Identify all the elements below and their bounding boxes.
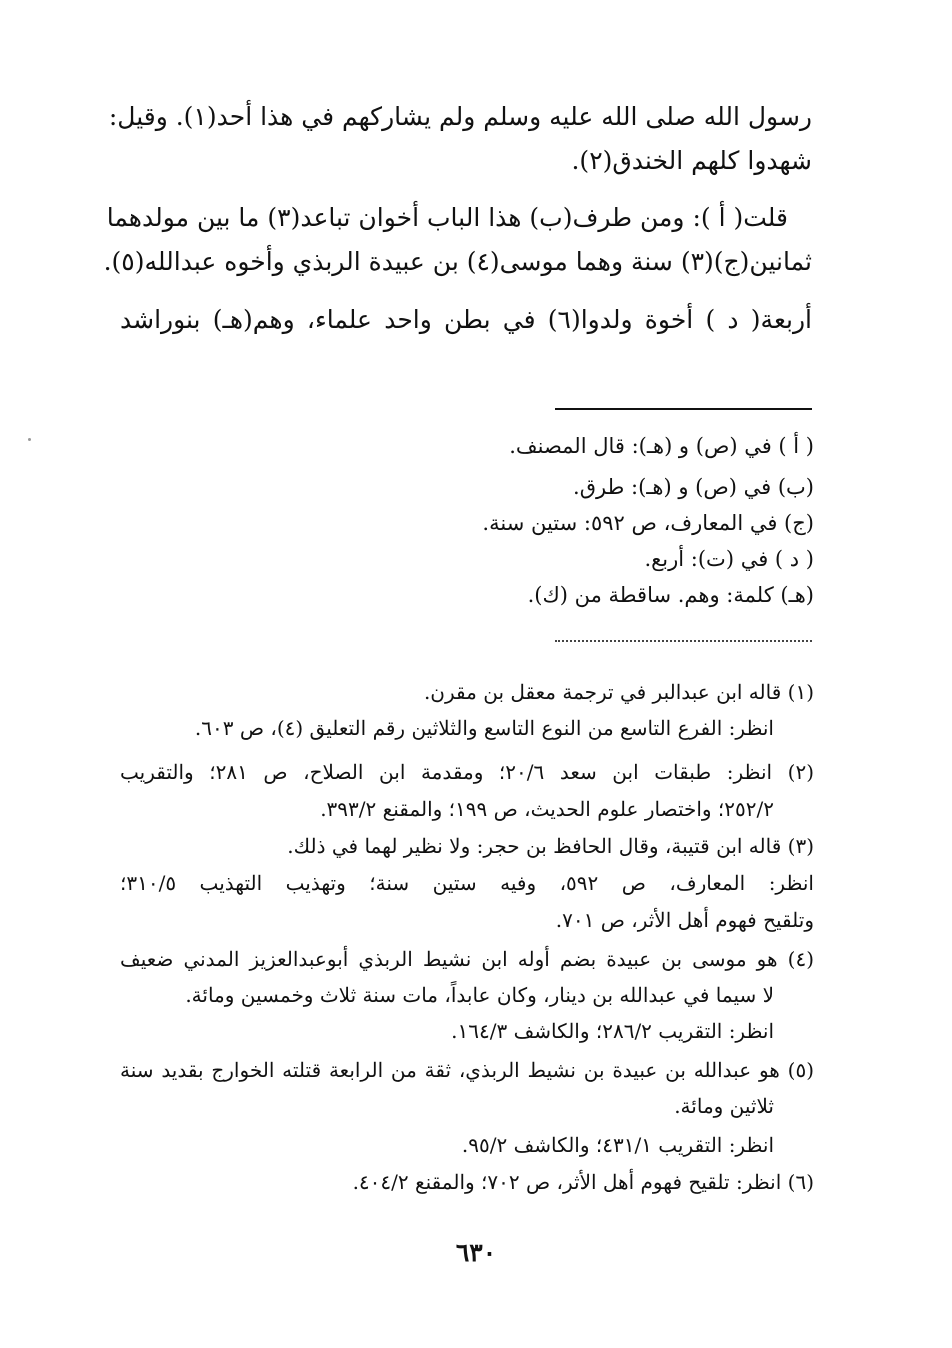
footnote-4-line-2: لا سيما في عبدالله بن دينار، وكان عابداً، مات سنة ثلاث وخمسين ومائة. — [185, 983, 774, 1007]
alpha-note-a: ( أ ) في (ص) و (هـ): قال المصنف. — [509, 434, 814, 458]
main-text-line-3: قلت( أ ): ومن طرف(ب) هذا الباب أخوان تباعد(٣) ما بين مولدهما — [106, 203, 788, 232]
footnote-separator — [555, 408, 812, 410]
alpha-note-j: (ج) في المعارف، ص ٥٩٢: ستين سنة. — [482, 511, 814, 535]
margin-speck — [28, 438, 31, 441]
footnote-1-line-2: انظر: الفرع التاسع من النوع التاسع والثلاثين رقم التعليق (٤)، ص ٦٠٣. — [194, 716, 774, 740]
footnote-3-line-2: انظر: المعارف، ص ٥٩٢، وفيه ستين سنة؛ وتهذيب التهذيب ٣١٠/٥؛ — [120, 871, 814, 895]
alpha-note-h: (هـ) كلمة: وهم. ساقطة من (ك). — [527, 583, 814, 607]
footnote-5-line-3: انظر: التقريب ٤٣١/١؛ والكاشف ٩٥/٢. — [461, 1133, 774, 1157]
footnote-4-line-3: انظر: التقريب ٢٨٦/٢؛ والكاشف ١٦٤/٣. — [451, 1019, 774, 1043]
footnote-5-line-2: ثلاثين ومائة. — [674, 1094, 774, 1118]
footnote-6-line-1: (٦) انظر: تلقيح فهوم أهل الأثر، ص ٧٠٢؛ والمقنع ٤٠٤/٢. — [352, 1170, 814, 1194]
alpha-note-b: (ب) في (ص) و (هـ): طرق. — [573, 475, 814, 499]
dotted-separator — [555, 640, 812, 642]
main-text-line-2: شهدوا كلهم الخندق(٢). — [571, 146, 812, 175]
footnote-3-line-1: (٣) قاله ابن قتيبة، وقال الحافظ بن حجر: ولا نظير لهما في ذلك. — [287, 834, 814, 858]
footnote-3-line-3: وتلقيح فهوم أهل الأثر، ص ٧٠١. — [555, 908, 814, 932]
main-text-line-1: رسول الله صلى الله عليه وسلم ولم يشاركهم في هذا أحد(١). وقيل: — [108, 102, 812, 131]
footnote-4-line-1: (٤) هو موسى بن عبيدة بضم أوله ابن نشيط الربذي أبوعبدالعزيز المدني ضعيف — [120, 947, 814, 971]
main-text-line-5: أربعة( د ) أخوة ولدوا(٦) في بطن واحد علماء، وهم(هـ) بنوراشد — [120, 305, 812, 334]
page-number: ٦٣٠ — [455, 1238, 497, 1267]
alpha-note-d: ( د ) في (ت): أربع. — [644, 547, 814, 571]
footnote-1-line-1: (١) قاله ابن عبدالبر في ترجمة معقل بن مقرن. — [423, 680, 814, 704]
main-text-line-4: ثمانين(ج)(٣) سنة وهما موسى(٤) بن عبيدة الربذي وأخوه عبدالله(٥). — [103, 247, 812, 276]
footnote-2-line-1: (٢) انظر: طبقات ابن سعد ٢٠/٦؛ ومقدمة ابن الصلاح، ص ٢٨١؛ والتقريب — [120, 760, 815, 784]
footnote-5-line-1: (٥) هو عبدالله بن عبيدة بن نشيط الربذي، ثقة من الرابعة قتلته الخوارج بقديد سنة — [120, 1058, 814, 1082]
footnote-2-line-2: ٢٥٢/٢؛ واختصار علوم الحديث، ص ١٩٩؛ والمقنع ٣٩٣/٢. — [320, 797, 774, 821]
